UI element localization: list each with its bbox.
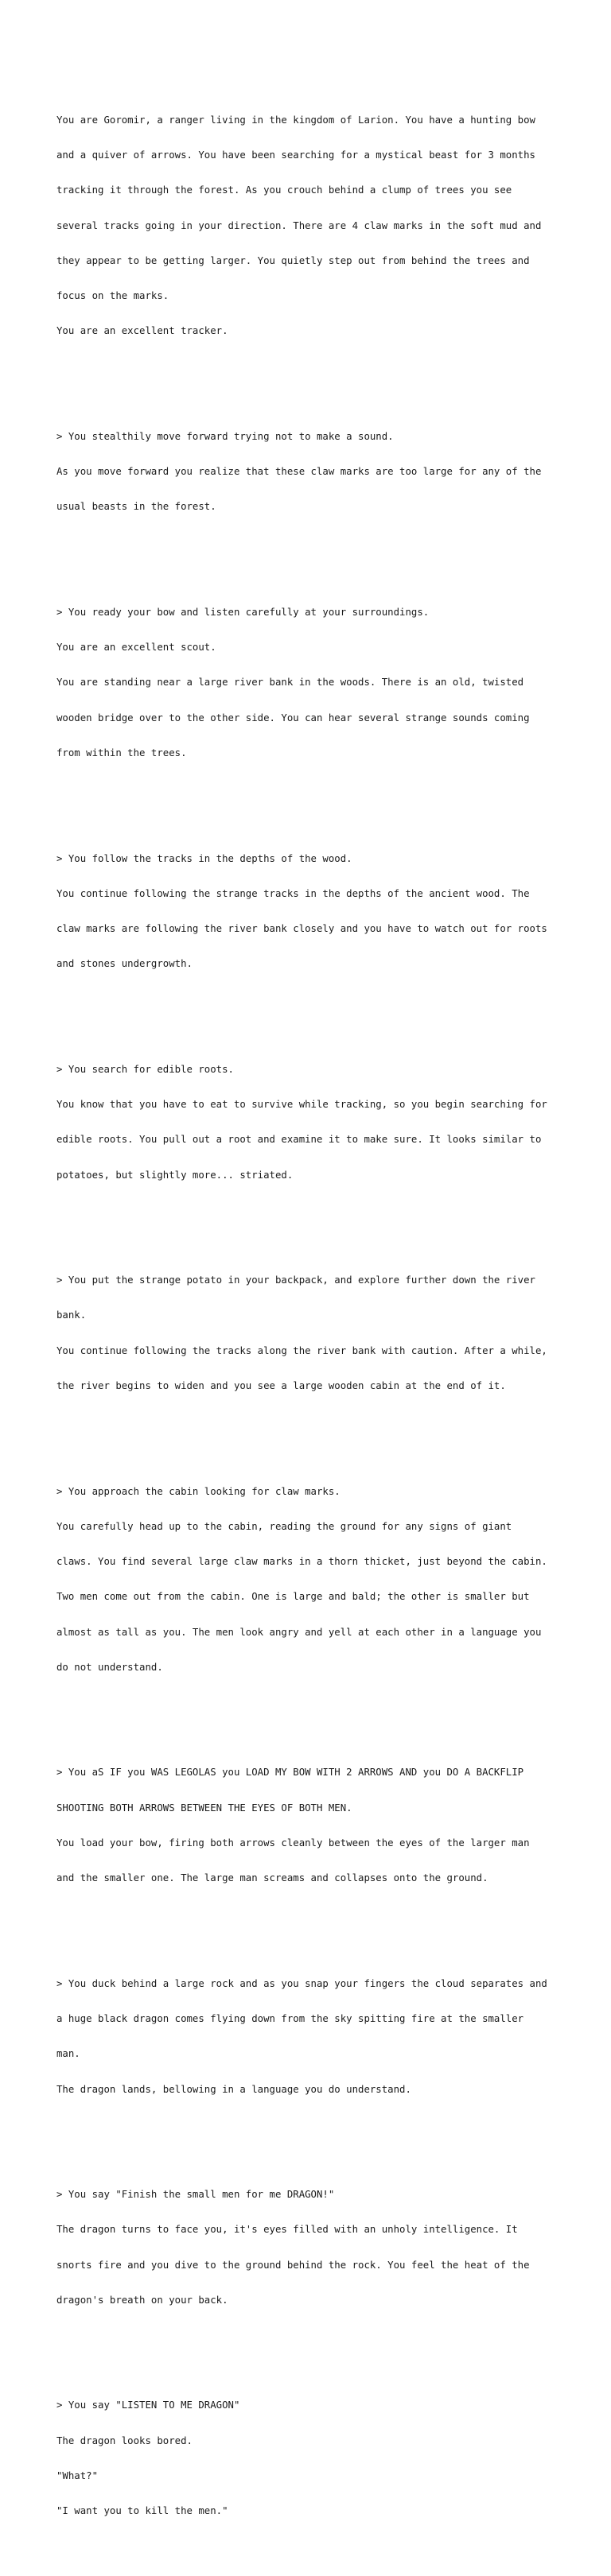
text-line: they appear to be getting larger. You quietly step out from behind the trees and — [56, 254, 530, 266]
text-line: claws. You find several large claw marks in a thorn thicket, just beyond the cabin. — [56, 1556, 547, 1568]
text-line: claw marks are following the river bank closely and you have to watch out for roots — [56, 923, 547, 935]
text-line: and a quiver of arrows. You have been searching for a mystical beast for 3 months — [56, 149, 535, 161]
story-paragraph — [56, 91, 582, 360]
action-line: > You follow the tracks in the depths of the wood. — [56, 852, 352, 864]
text-line: several tracks going in your direction. There are 4 claw marks in the soft mud and — [56, 219, 542, 231]
text-line: You are an excellent tracker. — [56, 325, 228, 337]
text-line: The dragon lands, bellowing in a language you do understand. — [56, 2083, 411, 2095]
text-line: from within the trees. — [56, 747, 187, 758]
action-line: > You put the strange potato in your backpack, and explore further down the river — [56, 1274, 535, 1286]
text-line: The dragon turns to face you, it's eyes filled with an unholy intelligence. It — [56, 2224, 518, 2236]
text-line: potatoes, but slightly more... striated. — [56, 1169, 294, 1181]
story-paragraph — [56, 2166, 582, 2330]
action-line: man. — [56, 2048, 80, 2060]
text-line: focus on the marks. — [56, 290, 169, 301]
story-document — [56, 56, 582, 2576]
story-paragraph — [56, 829, 582, 994]
story-paragraph — [56, 1251, 582, 1416]
text-line: You are Goromir, a ranger living in the kingdom of Larion. You have a hunting bow — [56, 114, 535, 126]
action-line: > You aS IF you WAS LEGOLAS you LOAD MY BOW WITH 2 ARROWS AND you DO A BACKFLIP — [56, 1767, 524, 1779]
action-line: > You say "Finish the small men for me DRAGON!" — [56, 2189, 335, 2201]
text-line: almost as tall as you. The men look angry and yell at each other in a language you — [56, 1626, 542, 1638]
story-paragraph — [56, 1040, 582, 1205]
text-line: You continue following the strange tracks in the depths of the ancient wood. The — [56, 887, 530, 899]
story-paragraph — [56, 1954, 582, 2119]
text-line: edible roots. You pull out a root and examine it to make sure. It looks similar to — [56, 1134, 542, 1146]
text-line: the river begins to widen and you see a large wooden cabin at the end of it. — [56, 1379, 506, 1391]
action-line: > You search for edible roots. — [56, 1063, 234, 1075]
text-line: snorts fire and you dive to the ground behind the rock. You feel the heat of the — [56, 2259, 530, 2271]
text-line: The dragon looks bored. — [56, 2434, 193, 2446]
text-line: dragon's breath on your back. — [56, 2294, 228, 2306]
story-paragraph — [56, 1462, 582, 1697]
story-paragraph — [56, 583, 582, 782]
text-line: tracking it through the forest. As you crouch behind a clump of trees you see — [56, 184, 512, 196]
action-line: > You duck behind a large rock and as you snap your fingers the cloud separates and — [56, 1977, 547, 1989]
action-line: bank. — [56, 1309, 87, 1321]
dialogue-line: "I want you to kill the men." — [56, 2505, 228, 2517]
action-line: > You ready your bow and listen carefully at your surroundings. — [56, 606, 430, 618]
text-line: do not understand. — [56, 1661, 163, 1673]
action-line: > You stealthily move forward trying not to make a sound. — [56, 430, 394, 442]
text-line: wooden bridge over to the other side. You can hear several strange sounds coming — [56, 712, 530, 724]
action-line: > You say "LISTEN TO ME DRAGON" — [56, 2399, 240, 2411]
text-line: You are an excellent scout. — [56, 642, 216, 654]
action-line: a huge black dragon comes flying down from the sky spitting fire at the smaller — [56, 2013, 524, 2024]
text-line: You are standing near a large river bank in the woods. There is an old, twisted — [56, 677, 524, 689]
text-line: Two men come out from the cabin. One is large and bald; the other is smaller but — [56, 1591, 530, 1603]
dialogue-line: "What?" — [56, 2469, 99, 2481]
text-line: and stones undergrowth. — [56, 958, 193, 970]
text-line: You load your bow, firing both arrows cleanly between the eyes of the larger man — [56, 1837, 530, 1849]
story-paragraph — [56, 1744, 582, 1908]
text-line: You continue following the tracks along the river bank with caution. After a while, — [56, 1344, 547, 1356]
text-line: usual beasts in the forest. — [56, 501, 216, 513]
text-line: and the smaller one. The large man screams and collapses onto the ground. — [56, 1872, 488, 1884]
story-paragraph — [56, 407, 582, 536]
text-line: As you move forward you realize that these claw marks are too large for any of the — [56, 466, 542, 478]
text-line: You carefully head up to the cabin, reading the ground for any signs of giant — [56, 1520, 512, 1532]
text-line: You know that you have to eat to survive while tracking, so you begin searching for — [56, 1099, 547, 1111]
action-line: SHOOTING BOTH ARROWS BETWEEN THE EYES OF BOTH MEN. — [56, 1802, 352, 1814]
action-line: > You approach the cabin looking for claw marks. — [56, 1485, 341, 1497]
story-paragraph — [56, 2376, 582, 2541]
